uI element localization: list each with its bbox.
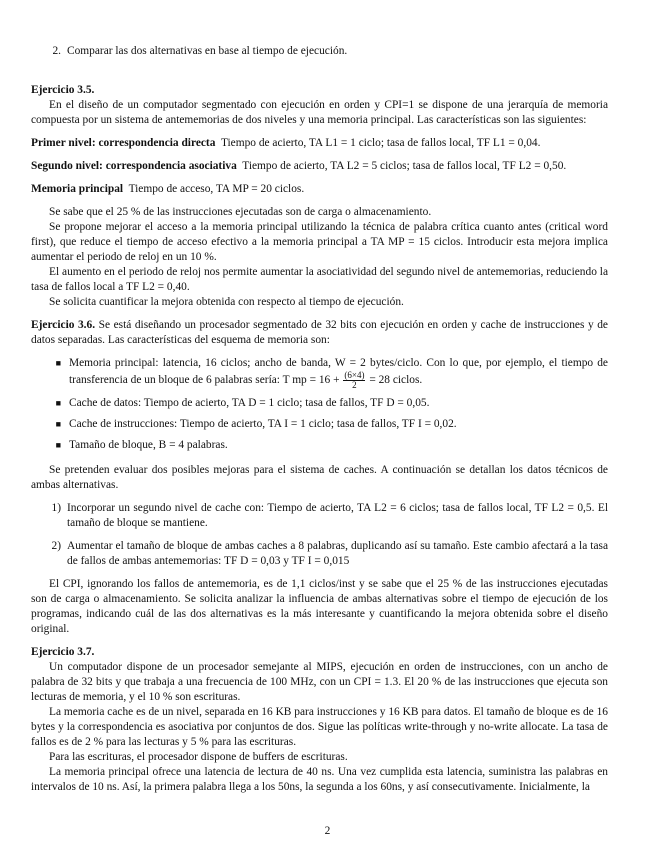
numbered-item [31,539,608,569]
item-number: 1) [51,502,61,514]
page-number: 2 [324,825,331,837]
item-text: Comparar las dos alternativas en base al tiempo de ejecución. [67,45,348,57]
exercise-3-5-intro: En el diseño de un computador segmentado con ejecución en orden y CPI=1 se dispone de una jerarquía de memoria compuesta por un sistema de antememorias de dos niveles y una memoria principal. Las características son las siguientes: [31,99,608,126]
document-page [31,44,608,795]
exercise-3-6-title: Ejercicio 3.6. [31,319,96,331]
memory-characteristics-list [31,356,608,453]
exercise-3-5-paragraph: El aumento en el periodo de reloj nos permite aumentar la asociatividad del segundo nivel de antememorias, reduciendo la tasa de fallos local a TF L2 = 0,40. [31,266,608,293]
item-text: Aumentar el tamaño de bloque de ambas caches a 8 palabras, duplicando así su tamaño. Este cambio afectará a la tasa de fallos de ambas antememorias: TF D = 0,03 y TF I = 0,015 [67,540,608,567]
bullet-icon: ■ [55,358,61,368]
level1-text: Tiempo de acierto, TA L1 = 1 ciclo; tasa de fallos local, TF L1 = 0,04. [220,137,541,149]
numbered-item [31,44,608,59]
fraction-numerator: (6×4) [344,370,365,380]
list-item [31,438,608,453]
level2-text: Tiempo de acierto, TA L2 = 5 ciclos; tasa de fallos local, TF L2 = 0,50. [242,160,567,172]
level1-label: Primer nivel: correspondencia directa [31,137,216,149]
level1-description [31,136,608,151]
level2-description [31,159,608,174]
memory-label: Memoria principal [31,183,124,195]
exercise-3-5-paragraph: Se solicita cuantificar la mejora obtenida con respecto al tiempo de ejecución. [49,296,404,308]
exercise-3-7-paragraph: Un computador dispone de un procesador semejante al MIPS, ejecución en orden de instrucciones, con un ancho de palabra de 32 bits y que trabaja a una frecuencia de 100 MHz, con un CPI = 1.3. El 20 % de las instrucciones que ejecuta son lecturas de memoria, y el 10 % son escrituras. [31,661,608,703]
exercise-3-5-title: Ejercicio 3.5. [31,84,95,96]
item-number: 2. [52,45,61,57]
exercise-3-7-paragraph: La memoria principal ofrece una latencia de lectura de 40 ns. Una vez cumplida esta latencia, suministra las palabras en intervalos de 10 ns. Así, la primera palabra llega a los 50ns, la segunda a los 60ns, y así consecutivamente. Inicialmente, la [31,766,608,793]
bullet-icon: ■ [55,440,61,450]
exercise-3-7-paragraph: Para las escrituras, el procesador dispone de buffers de escrituras. [49,751,348,763]
exercise-3-5-paragraph: Se propone mejorar el acceso a la memoria principal utilizando la técnica de palabra crítica cuanto antes (critical word first), que reduce el tiempo de acceso efectivo a la memoria principal a TA MP = 15 ciclos. Introducir esta mejora implica aumentar el periodo de reloj en un 10 %. [31,221,608,263]
memory-description [31,182,608,197]
exercise-3-6-intro-block [31,318,608,348]
bullet-text: Tamaño de bloque, B = 4 palabras. [69,439,228,451]
fraction [343,371,365,390]
bullet-text-end: = 28 ciclos. [369,374,423,387]
bullet-text: Cache de datos: Tiempo de acierto, TA D = 1 ciclo; tasa de fallos, TF D = 0,05. [69,397,430,409]
bullet-icon: ■ [55,419,61,429]
level2-label: Segundo nivel: correspondencia asociativa [31,160,237,172]
bullet-icon: ■ [55,398,61,408]
exercise-3-6-paragraph: El CPI, ignorando los fallos de antememoria, es de 1,1 ciclos/inst y se sabe que el 25 % de las instrucciones ejecutadas son de carga o almacenamiento. Se solicita analizar la influencia de ambas alternativas sobre el tiempo de ejecución de los programas, indicando cuál de las dos alternativas es la más interesante y cuantificando la mejora obtenida sobre el diseño original. [31,578,608,635]
exercise-3-6-paragraph: Se pretenden evaluar dos posibles mejoras para el sistema de caches. A continuación se detallan los datos técnicos de ambas alternativas. [31,464,608,491]
list-item [31,356,608,390]
exercise-3-7-title: Ejercicio 3.7. [31,646,95,658]
item-number: 2) [51,540,61,552]
memory-text: Tiempo de acceso, TA MP = 20 ciclos. [128,183,305,195]
exercise-3-5-paragraph: Se sabe que el 25 % de las instrucciones ejecutadas son de carga o almacenamiento. [49,206,432,218]
numbered-item [31,501,608,531]
list-item [31,417,608,432]
list-item [31,396,608,411]
exercise-3-7-paragraph: La memoria cache es de un nivel, separada en 16 KB para instrucciones y 16 KB para datos. El tamaño de bloque es de 16 bytes y la correspondencia es asociativa por conjuntos de dos. Sigue las políticas write-through y no-write allocate. La tasa de fallos es de 2 % para las lecturas y 5 % para las escrituras. [31,706,608,748]
item-text: Incorporar un segundo nivel de cache con: Tiempo de acierto, TA L2 = 6 ciclos; tasa de fallos local, TF L2 = 0,5. El tamaño de bloque se mantiene. [67,502,608,529]
bullet-text: Memoria principal: latencia, 16 ciclos; ancho de banda, W = 2 bytes/ciclo. Con lo que, por ejemplo, el tiempo de transferencia de un bloque de 6 palabras sería: T mp = 16 + [69,357,608,387]
exercise-3-6-intro: Se está diseñando un procesador segmentado de 32 bits con ejecución en orden y cache de instrucciones y de datos separadas. Las características del esquema de memoria son: [31,319,608,346]
bullet-text: Cache de instrucciones: Tiempo de acierto, TA I = 1 ciclo; tasa de fallos, TF I = 0,02. [69,418,457,430]
fraction-denominator: 2 [352,380,357,390]
